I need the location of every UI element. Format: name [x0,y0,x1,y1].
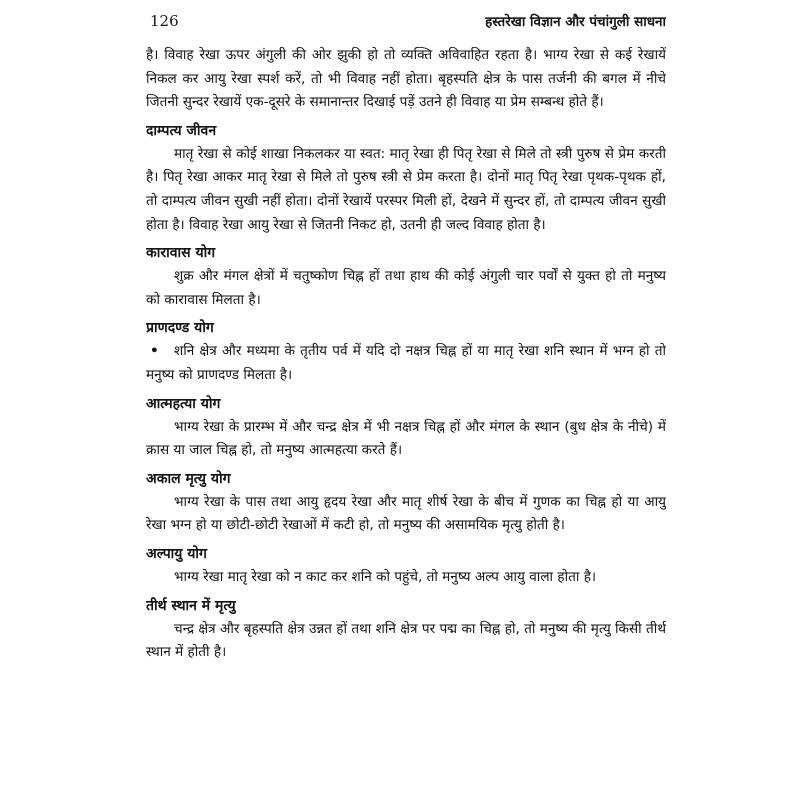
section-paragraph: भाग्य रेखा के पास तथा आयु हृदय रेखा और मातृ शीर्ष रेखा के बीच में गुणक का चिह्न हो या आयु रेखा भग्न हो या छोटी-छोटी रेखाओं में कटी हो, तो मनुष्य की असामयिक मृत्यु होती है। [146,493,666,534]
section-heading: तीर्थ स्थान में मृत्यु [146,597,236,614]
bullet-marker: • [150,343,159,360]
section-paragraph: चन्द्र क्षेत्र और बृहस्पति क्षेत्र उन्नत हों तथा शनि क्षेत्र पर पद्म का चिह्न हो, तो मनुष्य की मृत्यु किसी तीर्थ स्थान में होती है। [146,620,666,661]
section-heading: कारावास योग [146,245,216,262]
page-header [146,10,666,44]
section-atmahatya-yog [146,393,666,463]
intro-paragraph: है। विवाह रेखा ऊपर अंगुली की ओर झुकी हो तो व्यक्ति अविवाहित रहता है। भाग्य रेखा से कई रेखायें निकल कर आयु रेखा स्पर्श करें, तो भी विवाह नहीं होता। बृहस्पति क्षेत्र के पास तर्जनी की बगल में नीचे जितनी सुन्दर रेखायें एक-दूसरे के समानान्तर दिखाई पड़ें उतने ही विवाह या प्रेम सम्बन्ध होते हैं। [146,47,666,111]
section-paragraph: मातृ रेखा से कोई शाखा निकलकर या स्वत: मातृ रेखा ही पितृ रेखा से मिले तो स्त्री पुरुष से प्रेम करती है। पितृ रेखा आकर मातृ रेखा से मिले तो पुरुष स्त्री से प्रेम करता है। दोनों मातृ पितृ रेखा पृथक-पृथक हों, तो दाम्पत्य जीवन सुखी नहीं होता। दोनों रेखायें परस्पर मिली हों, देखने में सुन्दर हों, तो दाम्पत्य जीवन सुखी होता है। विवाह रेखा आयु रेखा से जितनी निकट हो, उतनी ही जल्द विवाह होता है। [146,145,666,233]
running-title: हस्तरेखा विज्ञान और पंचांगुली साधना [485,14,666,30]
section-heading: दाम्पत्य जीवन [146,122,217,139]
section-pranadand-yog [146,317,666,387]
section-heading: प्राणदण्ड योग [146,320,214,337]
section-dampatya-jeevan [146,120,666,237]
section-teerth-sthan-mrityu [146,595,666,665]
section-heading: आत्महत्या योग [146,395,221,412]
section-paragraph: भाग्य रेखा मातृ रेखा को न काट कर शनि को पहुंचे, तो मनुष्य अल्प आयु वाला होता है। [174,568,597,585]
section-heading: अकाल मृत्यु योग [146,470,231,487]
section-paragraph: शुक्र और मंगल क्षेत्रों में चतुष्कोण चिह्न हों तथा हाथ की कोई अंगुली चार पर्वों से युक्त हो तो मनुष्य को कारावास मिलता है। [146,268,666,308]
section-akal-mrityu-yog [146,468,666,538]
section-paragraph: भाग्य रेखा के प्रारम्भ में और चन्द्र क्षेत्र में भी नक्षत्र चिह्न हों और मंगल के स्थान (बुध क्षेत्र के नीचे) में क्रास या जाल चिह्न हो, तो मनुष्य आत्महत्या करते हैं। [146,418,666,459]
section-alpayu-yog [146,543,666,590]
page-number: 126 [150,12,179,30]
section-karavas-yog [146,242,666,312]
section-paragraph: शनि क्षेत्र और मध्यमा के तृतीय पर्व में यदि दो नक्षत्र चिह्न हों या मातृ रेखा शनि स्थान में भग्न हो तो मनुष्य को प्राणदण्ड मिलता है। [146,343,666,383]
book-page [146,10,666,795]
bulleted-paragraph [146,340,666,387]
section-heading: अल्पायु योग [146,545,207,562]
